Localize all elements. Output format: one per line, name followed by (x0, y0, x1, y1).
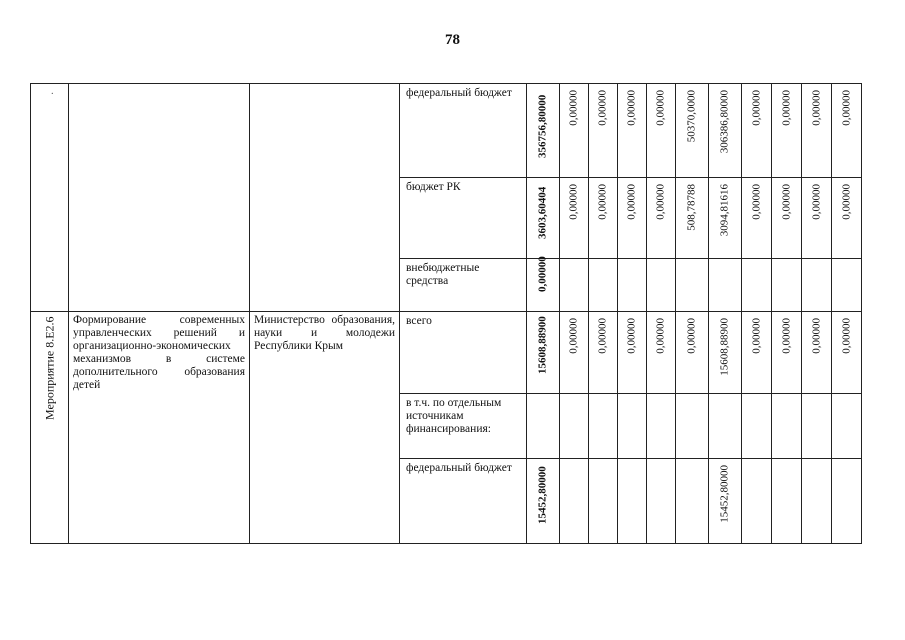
year-value-cell (832, 459, 862, 544)
funding-source: федеральный бюджет (400, 459, 527, 544)
year-value: 0,00000 (625, 90, 638, 126)
year-value-cell (676, 459, 709, 544)
year-value-cell (618, 459, 647, 544)
year-value-cell (589, 84, 618, 178)
year-value: 0,00000 (685, 318, 698, 354)
measure-description: Формирование современных управленческих решений и организационно-экономических механизмов в системе дополнительного образования детей (69, 312, 250, 544)
year-value-cell (832, 394, 862, 459)
measure-code-cell (31, 312, 69, 544)
total-cell (527, 312, 560, 394)
year-value-cell (676, 84, 709, 178)
year-value-cell (742, 84, 772, 178)
year-value-cell (772, 459, 802, 544)
year-value: 508,78788 (685, 184, 698, 231)
total-value: 15608,88900 (536, 316, 549, 374)
page-number: 78 (445, 32, 460, 48)
year-value: 0,00000 (750, 318, 762, 354)
year-value: 306386,80000 (718, 90, 731, 154)
funding-source: внебюджетные средства (400, 259, 527, 312)
funding-source: бюджет РК (400, 178, 527, 259)
year-value-cell (560, 178, 589, 259)
total-cell (527, 459, 560, 544)
year-value: 0,00000 (596, 318, 609, 354)
year-value: 15452,80000 (718, 465, 731, 523)
year-value-cell (589, 459, 618, 544)
scan-dot: · (50, 89, 54, 100)
year-value-cell (772, 178, 802, 259)
total-value: 0,00000 (536, 256, 549, 292)
year-value: 0,00000 (780, 184, 792, 220)
year-value: 0,00000 (654, 90, 667, 126)
measure-code-cell-prev (31, 84, 69, 312)
year-value-cell (802, 178, 832, 259)
year-value: 0,00000 (567, 184, 580, 220)
year-value-cell (560, 459, 589, 544)
year-value: 0,00000 (840, 318, 852, 354)
year-value: 0,00000 (654, 318, 667, 354)
year-value-cell (589, 312, 618, 394)
total-cell (527, 178, 560, 259)
total-cell (527, 84, 560, 178)
year-value: 0,00000 (625, 184, 638, 220)
year-value-cell (589, 259, 618, 312)
year-value-cell (647, 84, 676, 178)
year-value-cell (742, 259, 772, 312)
year-value-cell (647, 394, 676, 459)
total-value: 15452,80000 (536, 466, 549, 524)
year-value-cell (618, 394, 647, 459)
total-cell (527, 394, 560, 459)
year-value: 15608,88900 (718, 318, 731, 376)
year-value: 0,00000 (750, 90, 762, 126)
year-value-cell (832, 259, 862, 312)
table-row (31, 312, 862, 394)
year-value-cell (832, 312, 862, 394)
executor-cell-prev (250, 84, 400, 312)
year-value-cell (647, 459, 676, 544)
year-value-cell (647, 312, 676, 394)
total-value: 356756,80000 (536, 94, 549, 158)
funding-source: в т.ч. по отдельным источникам финансирования: (400, 394, 527, 459)
year-value-cell (618, 259, 647, 312)
year-value-cell (647, 259, 676, 312)
year-value-cell (772, 259, 802, 312)
year-value-cell (832, 178, 862, 259)
year-value: 50370,0000 (685, 90, 698, 143)
year-value: 0,00000 (596, 184, 609, 220)
year-value: 0,00000 (840, 184, 852, 220)
year-value-cell (676, 259, 709, 312)
year-value: 0,00000 (567, 318, 580, 354)
year-value-cell (560, 394, 589, 459)
year-value-cell (742, 312, 772, 394)
year-value-cell (560, 259, 589, 312)
measure-executor: Министерство образования, науки и молодежи Республики Крым (250, 312, 400, 544)
funding-source: федеральный бюджет (400, 84, 527, 178)
year-value: 0,00000 (780, 90, 792, 126)
year-value-cell (802, 259, 832, 312)
year-value-cell (560, 84, 589, 178)
year-value-cell (802, 312, 832, 394)
year-value-cell (709, 84, 742, 178)
year-value-cell (709, 459, 742, 544)
budget-table (30, 83, 862, 544)
year-value-cell (618, 84, 647, 178)
table-row (31, 84, 862, 178)
year-value-cell (618, 312, 647, 394)
total-cell (527, 256, 560, 312)
description-cell-prev (69, 84, 250, 312)
year-value: 3094,81616 (718, 184, 731, 237)
year-value-cell (709, 259, 742, 312)
year-value-cell (589, 178, 618, 259)
year-value-cell (742, 394, 772, 459)
year-value-cell (802, 394, 832, 459)
funding-source: всего (400, 312, 527, 394)
year-value: 0,00000 (596, 90, 609, 126)
year-value-cell (560, 312, 589, 394)
year-value: 0,00000 (780, 318, 792, 354)
year-value-cell (832, 84, 862, 178)
year-value-cell (772, 312, 802, 394)
year-value-cell (709, 178, 742, 259)
year-value: 0,00000 (810, 90, 822, 126)
year-value-cell (676, 394, 709, 459)
year-value-cell (709, 394, 742, 459)
year-value-cell (742, 459, 772, 544)
total-value: 3603,60404 (536, 186, 549, 239)
year-value: 0,00000 (625, 318, 638, 354)
year-value-cell (647, 178, 676, 259)
year-value-cell (589, 394, 618, 459)
year-value-cell (772, 84, 802, 178)
year-value-cell (676, 312, 709, 394)
year-value-cell (742, 178, 772, 259)
year-value-cell (709, 312, 742, 394)
year-value-cell (802, 459, 832, 544)
year-value-cell (618, 178, 647, 259)
year-value-cell (676, 178, 709, 259)
year-value-cell (772, 394, 802, 459)
year-value: 0,00000 (810, 184, 822, 220)
year-value: 0,00000 (654, 184, 667, 220)
year-value: 0,00000 (750, 184, 762, 220)
year-value: 0,00000 (840, 90, 852, 126)
year-value-cell (802, 84, 832, 178)
measure-code: Мероприятие 8.Е2.6 (42, 316, 56, 420)
year-value: 0,00000 (567, 90, 580, 126)
year-value: 0,00000 (810, 318, 822, 354)
